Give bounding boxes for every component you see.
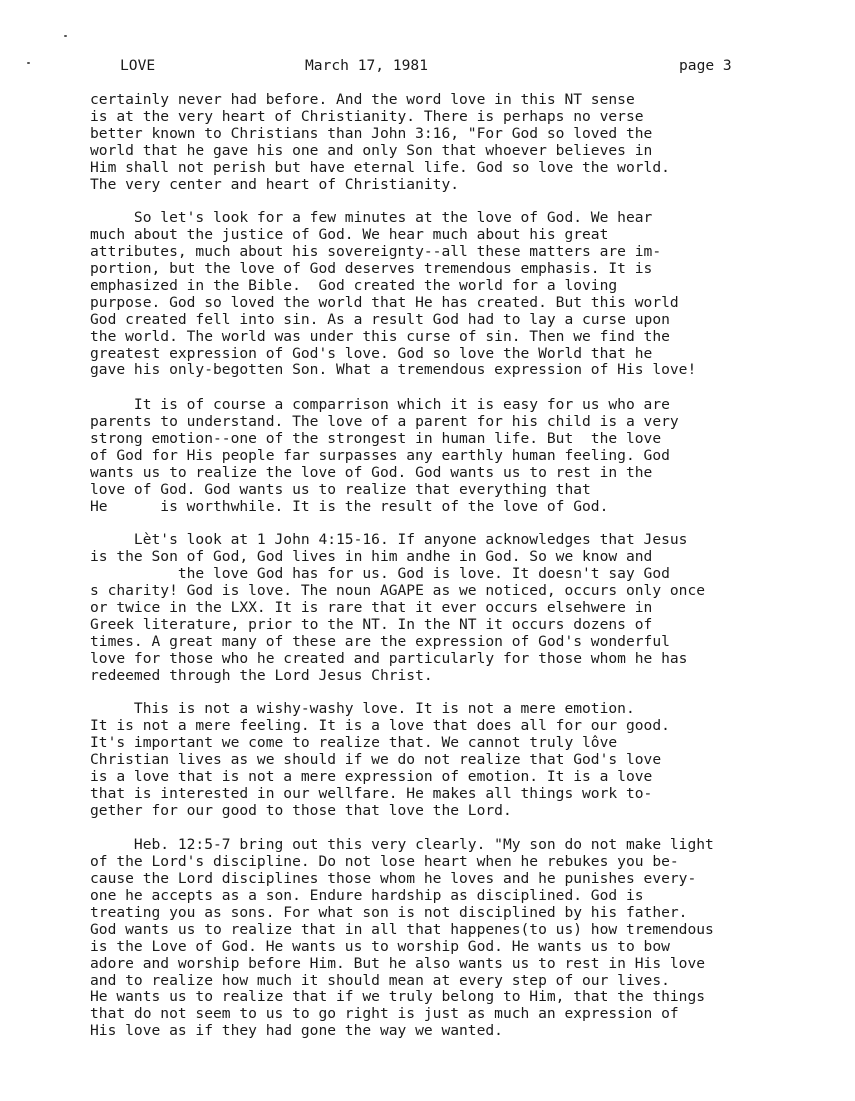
paragraph xyxy=(90,92,850,194)
text-line: God wants us to realize that in all that happenes(to us) how tremendous xyxy=(90,920,714,938)
text-line: God created fell into sin. As a result God had to lay a curse upon xyxy=(90,310,670,328)
text-line: wants us to realize the love of God. God wants us to rest in the xyxy=(90,463,653,481)
scan-speck xyxy=(64,35,67,37)
header-page-number: page 3 xyxy=(679,57,732,74)
text-line: and to realize how much it should mean at every step of our lives. xyxy=(90,971,670,989)
text-line: parents to understand. The love of a parent for his child is a very xyxy=(90,412,679,430)
text-line: certainly never had before. And the word love in this NT sense xyxy=(90,91,635,108)
text-line: is at the very heart of Christianity. There is perhaps no verse xyxy=(90,107,644,125)
text-line: cause the Lord disciplines those whom he loves and he punishes every- xyxy=(90,869,697,887)
text-line: much about the justice of God. We hear much about his great xyxy=(90,225,609,243)
text-line: It is not a mere feeling. It is a love that does all for our good. xyxy=(90,716,670,734)
text-line: Heb. 12:5-7 bring out this very clearly. "My son do not make light xyxy=(90,836,714,853)
text-line: is the Love of God. He wants us to worship God. He wants us to bow xyxy=(90,937,670,955)
text-line: treating you as sons. For what son is not disciplined by his father. xyxy=(90,903,688,921)
text-line: It's important we come to realize that. We cannot truly lôve xyxy=(90,733,618,751)
text-line: s charity! God is love. The noun AGAPE as we noticed, occurs only once xyxy=(90,581,706,599)
text-line: the world. The world was under this curse of sin. Then we find the xyxy=(90,327,670,345)
text-line: that is interested in our wellfare. He makes all things work to- xyxy=(90,784,653,802)
header-date: March 17, 1981 xyxy=(305,57,429,74)
text-line: the love God has for us. God is love. It doesn't say God xyxy=(90,564,670,582)
text-line: love for those who he created and particularly for those whom he has xyxy=(90,649,688,667)
text-line: one he accepts as a son. Endure hardship as disciplined. God is xyxy=(90,886,644,904)
text-line: Him shall not perish but have eternal life. God so love the world. xyxy=(90,158,670,176)
text-line: greatest expression of God's love. God so love the World that he xyxy=(90,344,653,362)
text-line: Lèt's look at 1 John 4:15-16. If anyone acknowledges that Jesus xyxy=(90,531,688,548)
text-line: that do not seem to us to go right is just as much an expression of xyxy=(90,1005,679,1023)
text-line: or twice in the LXX. It is rare that it ever occurs elsehwere in xyxy=(90,598,653,616)
paragraph xyxy=(90,837,850,1040)
text-line: love of God. God wants us to realize that everything that xyxy=(90,480,591,498)
scan-speck xyxy=(27,62,30,64)
text-line: redeemed through the Lord Jesus Christ. xyxy=(90,666,433,684)
text-line: world that he gave his one and only Son that whoever believes in xyxy=(90,141,653,159)
text-line: This is not a wishy-washy love. It is not a mere emotion. xyxy=(90,700,635,717)
text-line: He is worthwhile. It is the result of the love of God. xyxy=(90,497,609,515)
text-line: Christian lives as we should if we do not realize that God's love xyxy=(90,750,662,768)
header-title: LOVE xyxy=(120,57,156,74)
text-line: The very center and heart of Christianity. xyxy=(90,175,460,193)
text-line: emphasized in the Bible. God created the world for a loving xyxy=(90,276,618,294)
text-line: gave his only-begotten Son. What a tremendous expression of His love! xyxy=(90,361,697,379)
text-line: is a love that is not a mere expression of emotion. It is a love xyxy=(90,767,653,785)
text-line: His love as if they had gone the way we wanted. xyxy=(90,1022,503,1040)
paragraph xyxy=(90,532,850,684)
text-line: better known to Christians than John 3:16, "For God so loved the xyxy=(90,124,653,142)
text-line: adore and worship before Him. But he also wants us to rest in His love xyxy=(90,954,706,972)
text-line: strong emotion--one of the strongest in human life. But the love xyxy=(90,429,662,447)
text-line: is the Son of God, God lives in him andhe in God. So we know and xyxy=(90,547,653,565)
text-line: portion, but the love of God deserves tremendous emphasis. It is xyxy=(90,259,653,277)
text-line: gether for our good to those that love the Lord. xyxy=(90,801,512,819)
paragraph xyxy=(90,397,850,516)
paragraph xyxy=(90,701,850,820)
text-line: times. A great many of these are the expression of God's wonderful xyxy=(90,632,670,650)
text-line: of God for His people far surpasses any earthly human feeling. God xyxy=(90,446,670,464)
paragraph xyxy=(90,210,850,379)
text-line: of the Lord's discipline. Do not lose heart when he rebukes you be- xyxy=(90,852,679,870)
text-line: attributes, much about his sovereignty--all these matters are im- xyxy=(90,242,662,260)
text-line: So let's look for a few minutes at the love of God. We hear xyxy=(90,209,653,226)
text-line: purpose. God so loved the world that He has created. But this world xyxy=(90,293,679,311)
text-line: It is of course a comparrison which it is easy for us who are xyxy=(90,396,670,413)
text-line: Greek literature, prior to the NT. In the NT it occurs dozens of xyxy=(90,615,653,633)
text-line: He wants us to realize that if we truly belong to Him, that the things xyxy=(90,988,706,1006)
